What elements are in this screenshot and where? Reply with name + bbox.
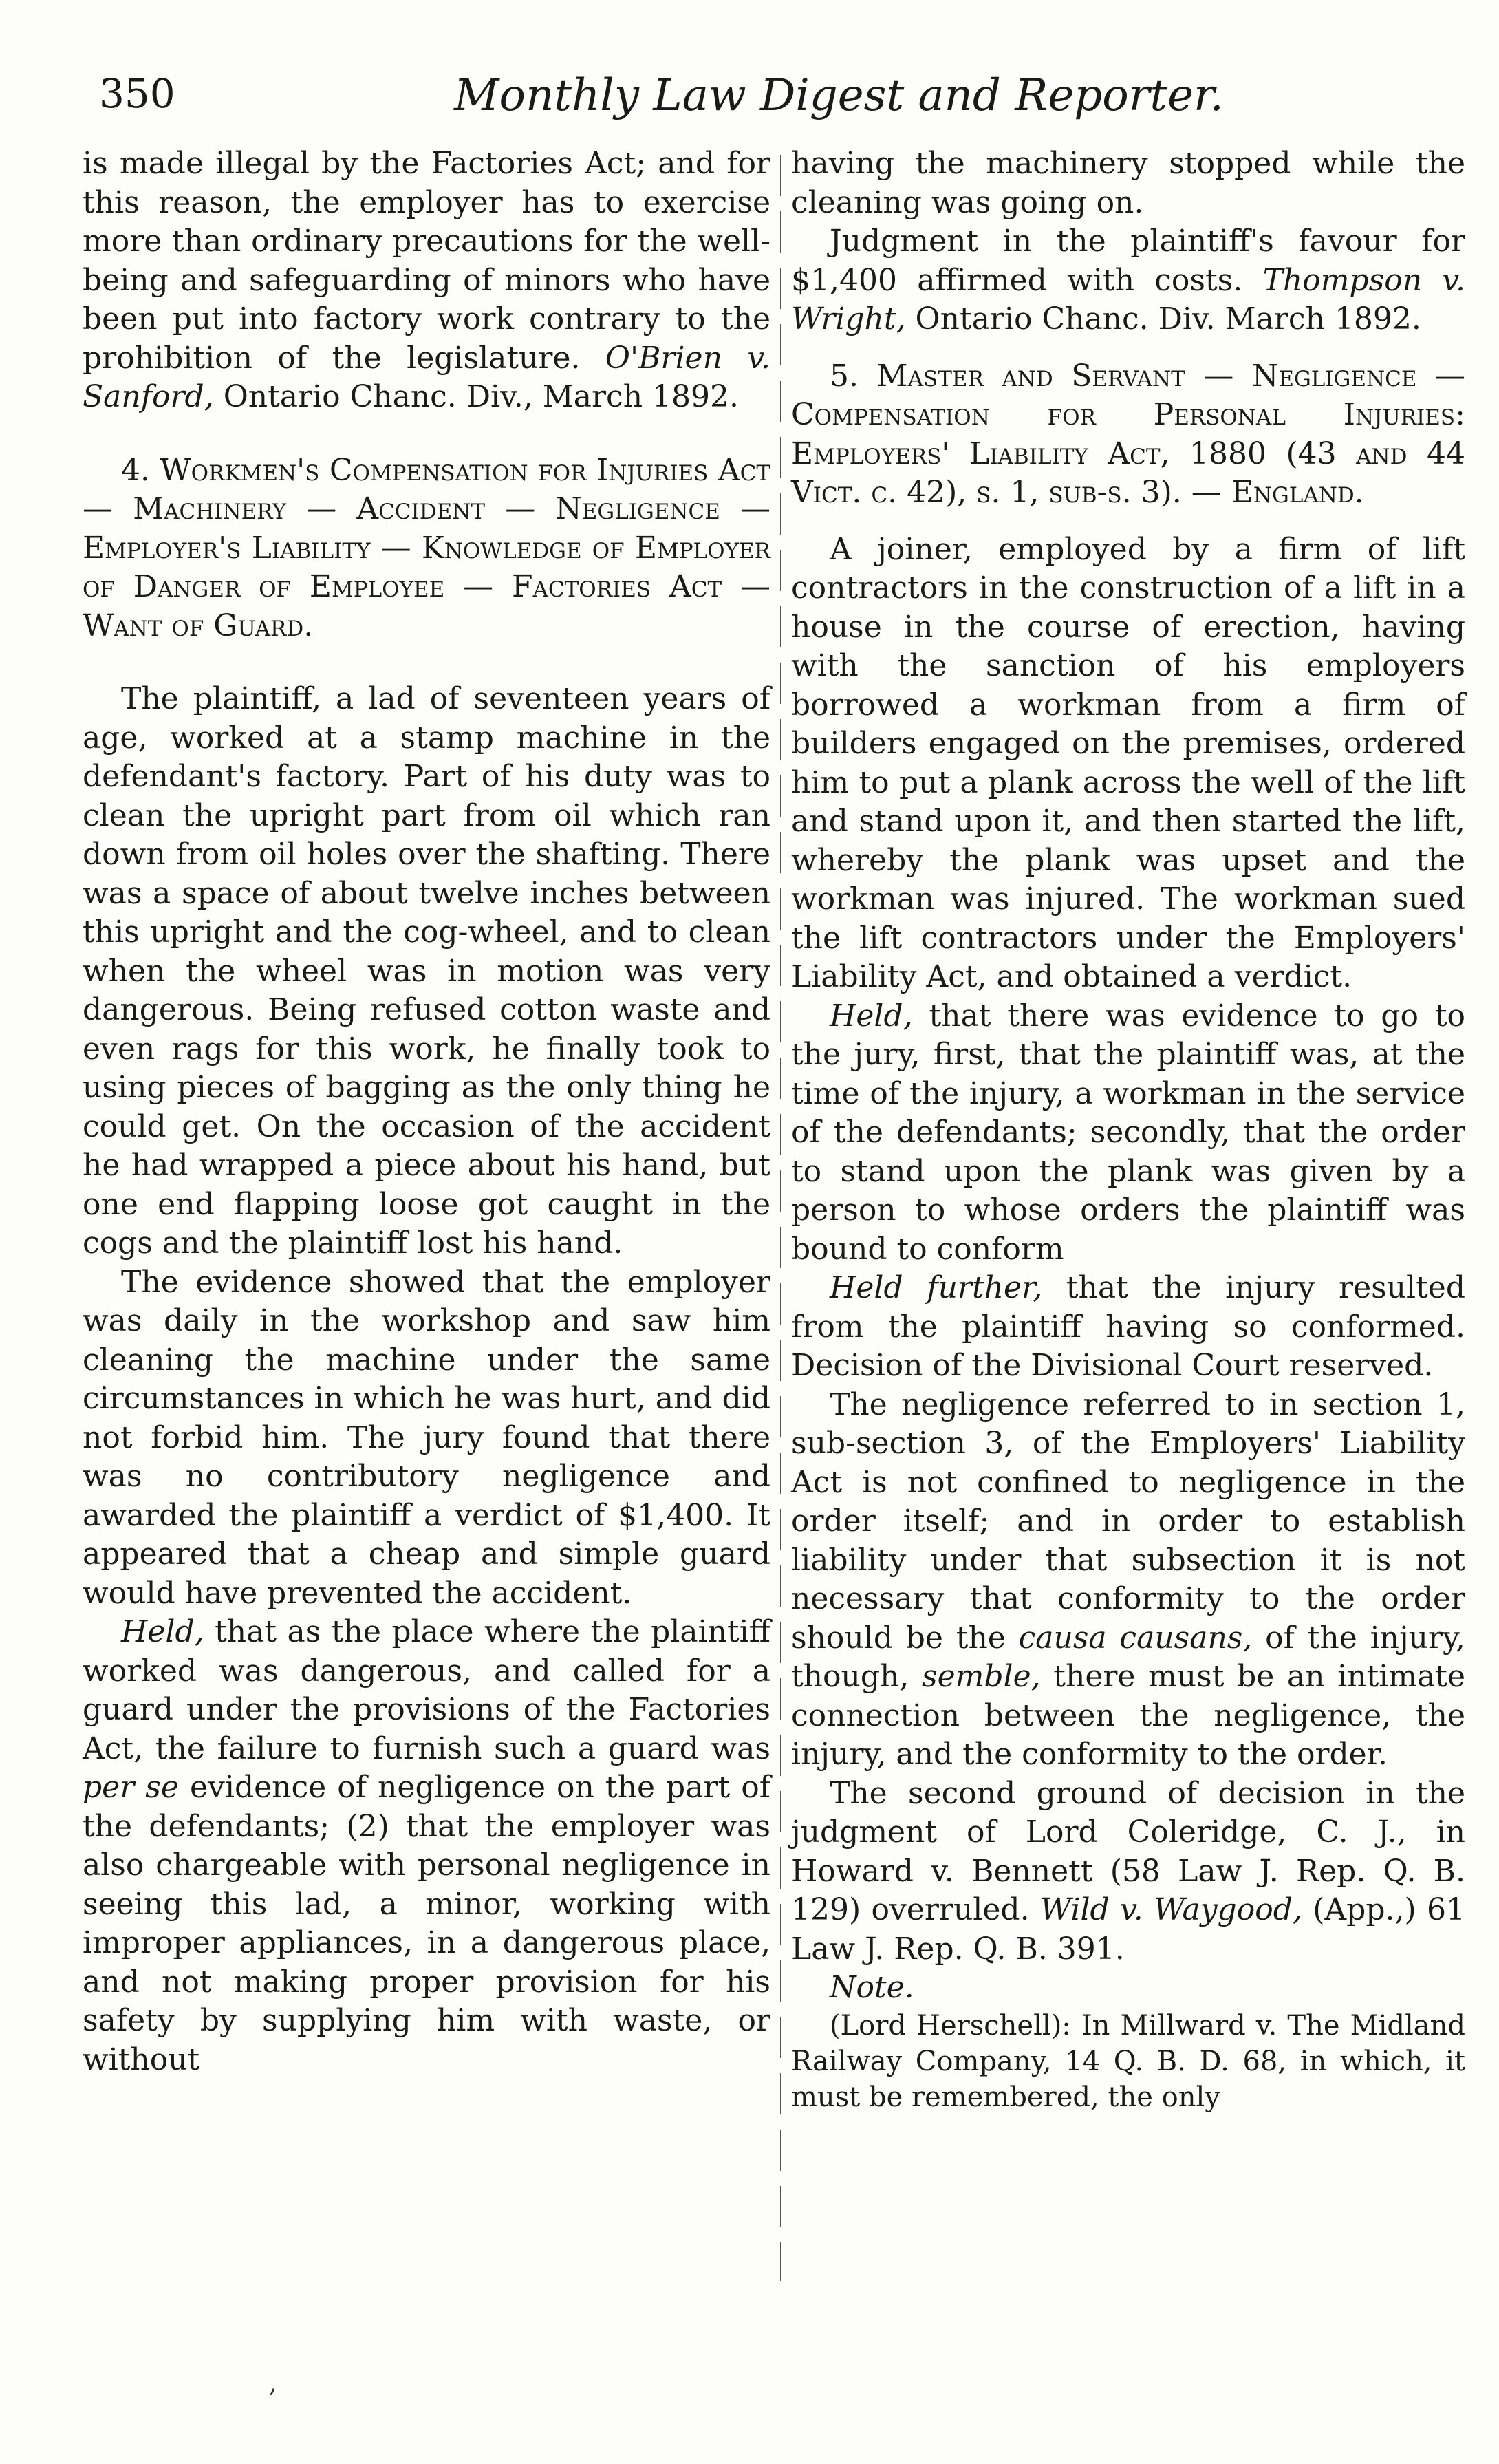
section-heading-4: 4. Workmen's Compensation for Injuries Act — Machinery — Accident — Negligence — Employer's Liability — Knowledge of Employer of Danger of Employee — Factories Act — Want of Guard. bbox=[83, 452, 770, 643]
column-divider bbox=[780, 155, 781, 2281]
paragraph: A joiner, employed by a firm of lift contractors in the construction of a lift in a house in the course of erection, having with the sanction of his employers borrowed a workman from a firm of builders engaged on the premises, ordered him to put a plank across the well of the lift and stand upon it, and then started the lift, whereby the plank was upset and the workman was injured. The workman sued the lift contractors under the Employers' Liability Act, and obtained a verdict. bbox=[791, 531, 1465, 994]
page-number: 350 bbox=[99, 70, 175, 117]
held-label: Held, bbox=[830, 998, 913, 1033]
paragraph: The negligence referred to in section 1, sub-section 3, of the Employers' Liability Act is not confined to negligence in the order itself; and in order to establish liability under that subsection it is not necessary that conformity to the order should be the causa causans, of the injury, though, semble, there must be an intimate connection between the negligence, the injury, and the conformity to the order. bbox=[791, 1386, 1465, 1772]
held-label: Held further, bbox=[830, 1270, 1043, 1305]
note-label: Note. bbox=[830, 1970, 914, 2005]
paragraph: The evidence showed that the employer was daily in the workshop and saw him cleaning the machine under the same circumstances in which he was hurt, and did not forbid him. The jury found that there was no contributory negligence and awarded the plaintiff a verdict of $1,400. It appeared that a cheap and simple guard would have prevented the accident. bbox=[83, 1264, 770, 1611]
running-title: Monthly Law Digest and Reporter. bbox=[454, 70, 1224, 121]
case-name: Wild v. Waygood, bbox=[1039, 1892, 1302, 1927]
paragraph: Judgment in the plaintiff's favour for $1,400 affirmed with costs. Thompson v. Wright, Ontario Chanc. Div. March 1892. bbox=[791, 224, 1465, 336]
paragraph: having the machinery stopped while the cleaning was going on. bbox=[791, 146, 1465, 220]
case-name: Thompson v. Wright, bbox=[791, 262, 1465, 336]
note-text: (Lord Herschell): In Millward v. The Midland Railway Company, 14 Q. B. D. 68, in which, it must be remembered, the only bbox=[791, 2009, 1465, 2113]
left-column bbox=[83, 144, 770, 2079]
paragraph: The plaintiff, a lad of seventeen years of age, worked at a stamp machine in the defendant's factory. Part of his duty was to clean the upright part from oil which ran down from oil holes over the shafting. There was a space of about twelve inches between this upright and the cog-wheel, and to clean when the wheel was in motion was very dangerous. Being refused cotton waste and even rags for this work, he finally took to using pieces of bagging as the only thing he could get. On the occasion of the accident he had wrapped a piece about his hand, but one end flapping loose got caught in the cogs and the plaintiff lost his hand. bbox=[83, 681, 770, 1261]
right-column bbox=[791, 144, 1465, 2115]
ink-mark: ’ bbox=[268, 2385, 277, 2413]
paragraph: Held further, that the injury resulted from the plaintiff having so conformed. Decision of the Divisional Court reserved. bbox=[791, 1270, 1465, 1383]
held-label: Held, bbox=[121, 1614, 204, 1649]
case-name: O'Brien v. Sanford, bbox=[83, 340, 770, 414]
page-header bbox=[83, 63, 1224, 125]
paragraph: Held, that there was evidence to go to the jury, first, that the plaintiff was, at the time of the injury, a workman in the service of the defendants; secondly, that the order to stand upon the plank was given by a person to whose orders the plaintiff was bound to conform bbox=[791, 998, 1465, 1267]
section-heading-5: 5. Master and Servant — Negligence — Compensation for Personal Injuries: Employers' Liability Act, 1880 (43 and 44 Vict. c. 42), s. 1, sub-s. 3). — England. bbox=[791, 358, 1465, 510]
paragraph: Held, that as the place where the plaintiff worked was dangerous, and called for a guard under the provisions of the Factories Act, the failure to furnish such a guard was per se evidence of negligence on the part of the defendants; (2) that the employer was also chargeable with personal negligence in seeing this lad, a minor, working with improper appliances, in a dangerous place, and not making proper provision for his safety by supplying him with waste, or without bbox=[83, 1614, 770, 2077]
paragraph: The second ground of decision in the judgment of Lord Coleridge, C. J., in Howard v. Bennett (58 Law J. Rep. Q. B. 129) overruled. Wild v. Waygood, (App.,) 61 Law J. Rep. Q. B. 391. bbox=[791, 1775, 1465, 1967]
paragraph: is made illegal by the Factories Act; and for this reason, the employer has to exercise more than ordinary precautions for the well-being and safeguarding of minors who have been put into factory work contrary to the prohibition of the legislature. O'Brien v. Sanford, Ontario Chanc. Div., March 1892. bbox=[83, 146, 770, 414]
